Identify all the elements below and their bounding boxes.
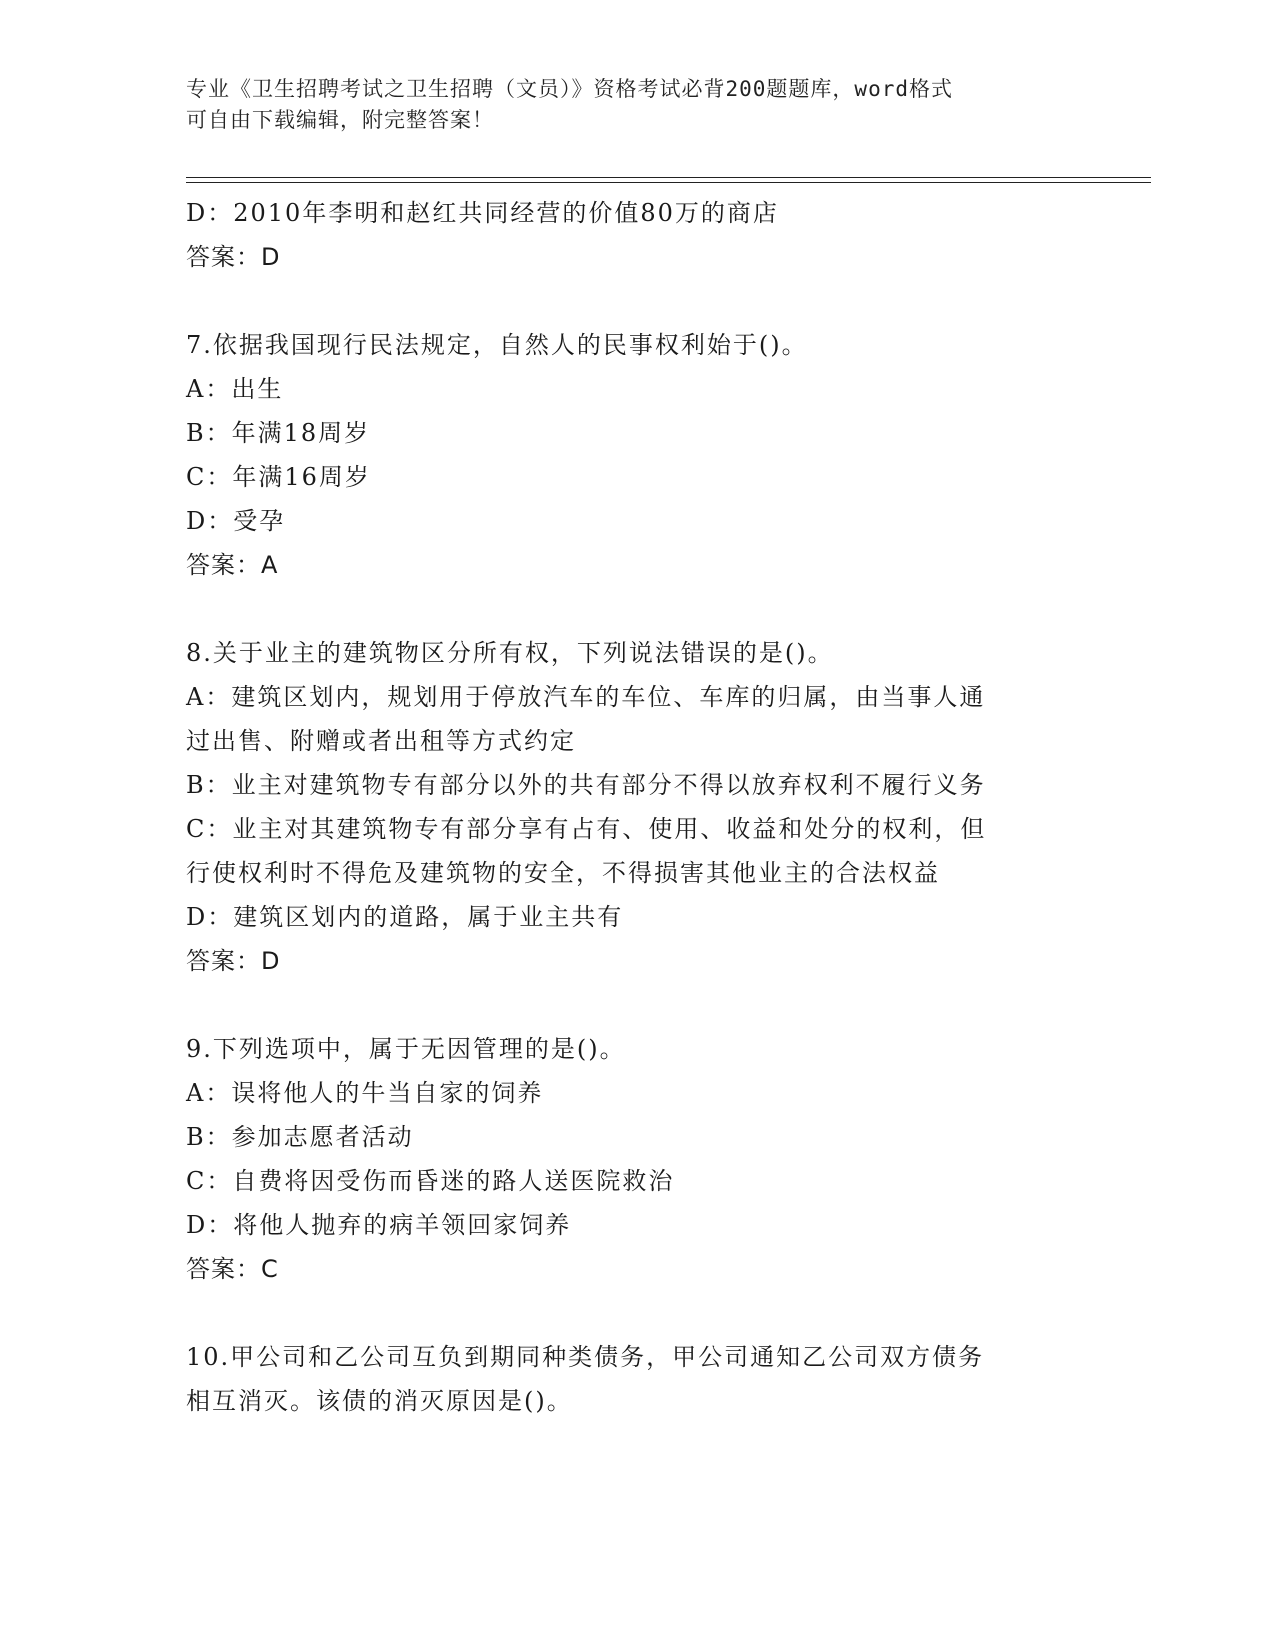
option-a: A：误将他人的牛当自家的饲养: [186, 1079, 544, 1107]
header-line-1: 专业《卫生招聘考试之卫生招聘（文员）》资格考试必背200题题库，word格式: [186, 77, 953, 101]
question-content: [186, 191, 1076, 1423]
option-b: B：业主对建筑物专有部分以外的共有部分不得以放弃权利不履行义务: [186, 771, 986, 799]
option-a: A：出生: [186, 375, 284, 403]
option-a-line-1: A：建筑区划内，规划用于停放汽车的车位、车库的归属，由当事人通: [186, 683, 986, 711]
option-d: D：将他人抛弃的病羊领回家饲养: [186, 1211, 572, 1239]
question-8: [186, 631, 1076, 983]
question-10: [186, 1335, 1076, 1423]
spacer: [186, 1291, 1076, 1335]
question-stem: 7.依据我国现行民法规定，自然人的民事权利始于()。: [186, 331, 808, 359]
header-line-2: 可自由下载编辑，附完整答案！: [186, 108, 494, 132]
option-a-line-2: 过出售、附赠或者出租等方式约定: [186, 727, 576, 755]
spacer: [186, 279, 1076, 323]
option-d: D：建筑区划内的道路，属于业主共有: [186, 903, 624, 931]
answer: 答案：D: [186, 243, 281, 271]
question-stem-line-1: 10.甲公司和乙公司互负到期同种类债务，甲公司通知乙公司双方债务: [186, 1343, 985, 1371]
option-c-line-2: 行使权利时不得危及建筑物的安全，不得损害其他业主的合法权益: [186, 859, 940, 887]
option-d: D：2010年李明和赵红共同经营的价值80万的商店: [186, 199, 779, 227]
question-stem: 9.下列选项中，属于无因管理的是()。: [186, 1035, 626, 1063]
question-6: [186, 191, 1076, 279]
spacer: [186, 983, 1076, 1027]
option-c: C：年满16周岁: [186, 463, 371, 491]
answer: 答案：A: [186, 551, 279, 579]
question-7: [186, 323, 1076, 587]
answer: 答案：C: [186, 1255, 279, 1283]
answer: 答案：D: [186, 947, 281, 975]
option-b: B：年满18周岁: [186, 419, 371, 447]
option-b: B：参加志愿者活动: [186, 1123, 414, 1151]
option-d: D：受孕: [186, 507, 286, 535]
spacer: [186, 587, 1076, 631]
question-stem-line-2: 相互消灭。该债的消灭原因是()。: [186, 1387, 573, 1415]
option-c-line-1: C：业主对其建筑物专有部分享有占有、使用、收益和处分的权利，但: [186, 815, 987, 843]
option-c: C：自费将因受伤而昏迷的路人送医院救治: [186, 1167, 675, 1195]
header-rule-top: [186, 177, 1151, 178]
document-header: [186, 74, 1066, 136]
question-9: [186, 1027, 1076, 1291]
header-rule-bottom: [186, 182, 1151, 183]
question-stem: 8.关于业主的建筑物区分所有权，下列说法错误的是()。: [186, 639, 834, 667]
